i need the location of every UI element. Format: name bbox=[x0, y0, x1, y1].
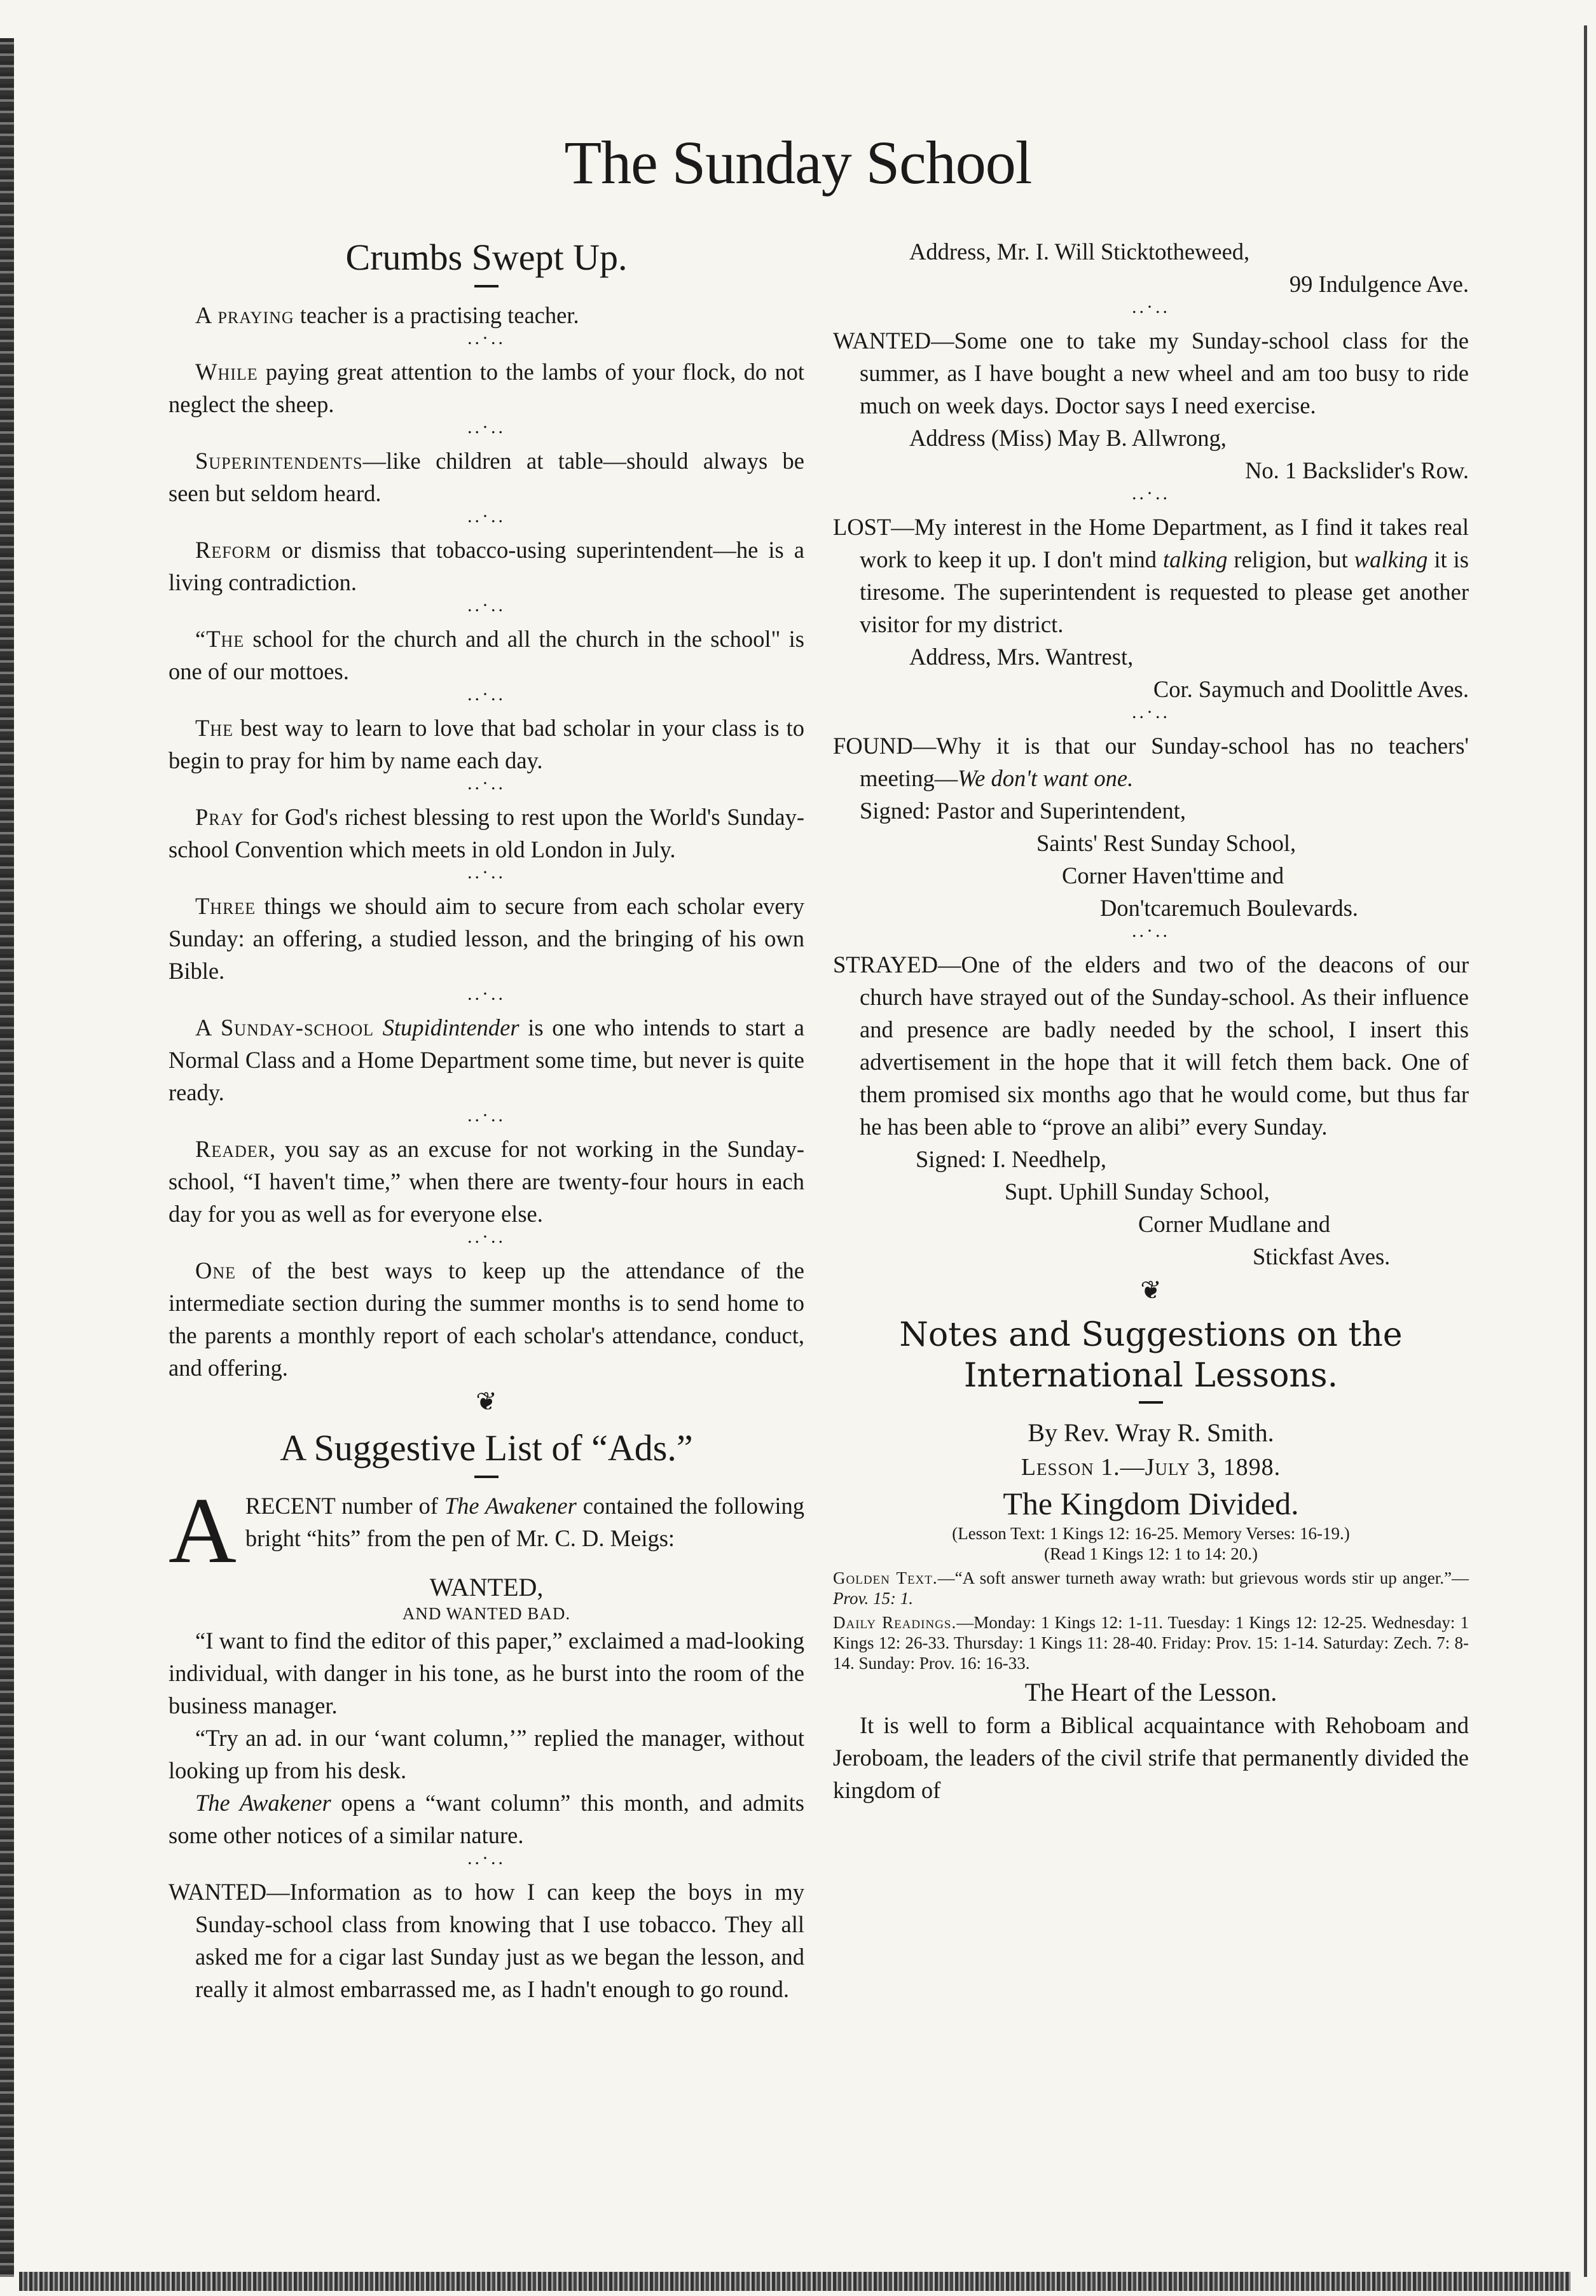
lesson-read: (Read 1 Kings 12: 1 to 14: 20.) bbox=[1044, 1544, 1258, 1563]
ads-intro: ARECENT number of The Awakener contained the following bright “hits” from the pen of Mr. C. D. Meigs: bbox=[169, 1490, 804, 1568]
ad-signature: Signed: I. Needhelp, bbox=[916, 1146, 1107, 1172]
ad-signature: Don'tcaremuch Boulevards. bbox=[1100, 895, 1358, 921]
ads-paragraph: The Awakener opens a “want column” this month, and admits some other notices of a similar nature. bbox=[169, 1790, 805, 1848]
dot-separator: ..·.. bbox=[1132, 702, 1170, 723]
dot-separator: ..·.. bbox=[467, 417, 506, 438]
dot-separator: ..·.. bbox=[467, 773, 506, 794]
wanted-heading: WANTED, bbox=[429, 1573, 544, 1601]
ornament-icon: ❦ bbox=[476, 1387, 497, 1416]
crumb-item: A praying teacher is a practising teacher. bbox=[195, 302, 579, 328]
ad-wanted-tobacco: WANTED—Information as to how I can keep the boys in my Sunday-school class from knowing that I use tobacco. They all asked me for a cigar last Sunday just as we began the lesson, and really it almost embarrassed me, as I hadn't enough to go round. bbox=[169, 1879, 804, 2002]
dot-separator: ..·.. bbox=[467, 506, 506, 527]
right-column bbox=[833, 235, 1469, 1806]
ad-signature: Supt. Uphill Sunday School, bbox=[1005, 1179, 1270, 1205]
ad-signature: Saints' Rest Sunday School, bbox=[1036, 830, 1297, 856]
dot-separator: ..·.. bbox=[467, 1226, 506, 1247]
ad-address: Address, Mr. I. Will Sticktotheweed, bbox=[909, 239, 1250, 265]
crumb-item: “The school for the church and all the church in the school" is one of our mottoes. bbox=[169, 626, 804, 684]
ad-signature: Corner Mudlane and bbox=[1138, 1211, 1331, 1237]
drop-cap: A bbox=[169, 1490, 237, 1568]
notes-title-line1: Notes and Suggestions on the bbox=[899, 1316, 1403, 1354]
crumb-item: One of the best ways to keep up the attendance of the intermediate section during the summer months is to send home to the parents a monthly report of each scholar's attendance, conduct, and offering. bbox=[169, 1257, 804, 1381]
dot-separator: ..·.. bbox=[467, 595, 506, 616]
lesson-text: (Lesson Text: 1 Kings 12: 16-25. Memory Verses: 16-19.) bbox=[952, 1524, 1350, 1543]
crumb-item: Reform or dismiss that tobacco-using superintendent—he is a living contradiction. bbox=[169, 537, 804, 595]
ad-address: Address (Miss) May B. Allwrong, bbox=[909, 425, 1227, 451]
ads-paragraph: “Try an ad. in our ‘want column,’” replied the manager, without looking up from his desk. bbox=[169, 1725, 804, 1783]
crumb-item: While paying great attention to the lambs of your flock, do not neglect the sheep. bbox=[169, 359, 804, 417]
ad-address: Address, Mrs. Wantrest, bbox=[909, 644, 1134, 670]
wanted-bad-heading: AND WANTED BAD. bbox=[402, 1604, 571, 1623]
dot-separator: ..·.. bbox=[1132, 920, 1170, 941]
dot-separator: ..·.. bbox=[1132, 296, 1170, 317]
lesson-title: The Kingdom Divided. bbox=[1003, 1486, 1299, 1521]
ad-signature: Corner Haven'ttime and bbox=[1062, 862, 1284, 889]
ornament-icon: ❦ bbox=[1140, 1276, 1162, 1304]
crumbs-title: Crumbs Swept Up. bbox=[345, 237, 628, 278]
dot-separator: ..·.. bbox=[467, 1848, 506, 1869]
dot-separator: ..·.. bbox=[467, 328, 506, 349]
dot-separator: ..·.. bbox=[1132, 483, 1170, 504]
ad-address: Cor. Saymuch and Doolittle Aves. bbox=[1153, 676, 1469, 702]
title-rule bbox=[1139, 1401, 1163, 1404]
ad-lost: LOST—My interest in the Home Department, as I find it takes real work to keep it up. I don't mind talking religion, but walking it is tiresome. The superintendent is requested to please get another visitor for my district. bbox=[833, 514, 1469, 637]
ads-title: A Suggestive List of “Ads.” bbox=[280, 1427, 693, 1469]
heart-text: It is well to form a Biblical acquaintance with Rehoboam and Jeroboam, the leaders of the civil strife that permanently divided the kingdom of bbox=[833, 1712, 1469, 1803]
page-title: The Sunday School bbox=[564, 128, 1032, 197]
crumb-item: Three things we should aim to secure from each scholar every Sunday: an offering, a studied lesson, and the bringing of his own Bible. bbox=[169, 893, 804, 984]
crumb-item: The best way to learn to love that bad scholar in your class is to begin to pray for him by name each day. bbox=[169, 715, 804, 773]
dot-separator: ..·.. bbox=[467, 983, 506, 1004]
page-right-edge bbox=[1584, 25, 1587, 2277]
lesson-number: Lesson 1.—July 3, 1898. bbox=[1021, 1454, 1281, 1481]
ad-strayed: STRAYED—One of the elders and two of the deacons of our church have strayed out of the Sunday-school. As their influence and presence are badly needed by the school, I insert this advertisement in the hope that it will fetch them back. One of them promised six months ago that he would come, but thus far he has been able to “prove an alibi” every Sunday. bbox=[833, 951, 1469, 1140]
crumb-item: Superintendents—like children at table—should always be seen but seldom heard. bbox=[169, 448, 804, 506]
crumb-item: A Sunday-school Stupidintender is one who intends to start a Normal Class and a Home Department some time, but never is quite ready. bbox=[169, 1014, 805, 1105]
daily-readings: Daily Readings.—Monday: 1 Kings 12: 1-11. Tuesday: 1 Kings 12: 12-25. Wednesday: 1 Kings 12: 26-33. Thursday: 1 Kings 11: 28-40. Friday: Prov. 15: 1-14. Saturday: Zech. 7: 8-14. Sunday: Prov. 16: 16-33. bbox=[833, 1613, 1469, 1673]
title-rule bbox=[474, 1476, 499, 1478]
crumb-item: Pray for God's richest blessing to rest upon the World's Sunday-school Convention which meets in old London in July. bbox=[169, 804, 804, 862]
crumb-item: Reader, you say as an excuse for not working in the Sunday-school, “I haven't time,” when there are twenty-four hours in each day for you as well as for everyone else. bbox=[169, 1136, 804, 1227]
left-column bbox=[169, 235, 804, 2005]
ad-found: FOUND—Why it is that our Sunday-school has no teachers' meeting—We don't want one. bbox=[833, 733, 1469, 791]
dot-separator: ..·.. bbox=[467, 1105, 506, 1126]
title-rule bbox=[474, 285, 499, 287]
ad-signature: Signed: Pastor and Superintendent, bbox=[860, 798, 1186, 824]
dot-separator: ..·.. bbox=[467, 862, 506, 883]
golden-text: Golden Text.—“A soft answer turneth away wrath: but grievous words stir up anger.”—Prov. 15: 1. bbox=[833, 1568, 1469, 1608]
ad-signature: Stickfast Aves. bbox=[1253, 1243, 1391, 1269]
page-left-edge bbox=[0, 38, 14, 2277]
ad-address: 99 Indulgence Ave. bbox=[1289, 271, 1469, 297]
ad-address: No. 1 Backslider's Row. bbox=[1245, 457, 1469, 483]
notes-title-line2: International Lessons. bbox=[963, 1357, 1338, 1395]
dot-separator: ..·.. bbox=[467, 684, 506, 705]
ads-paragraph: “I want to find the editor of this paper,” exclaimed a mad-looking individual, with danger in his tone, as he burst into the room of the business manager. bbox=[169, 1628, 804, 1719]
page-bottom-edge bbox=[19, 2272, 1571, 2291]
ad-wanted-teacher: WANTED—Some one to take my Sunday-school class for the summer, as I have bought a new wheel and am too busy to ride much on week days. Doctor says I need exercise. bbox=[833, 328, 1469, 418]
heart-title: The Heart of the Lesson. bbox=[1024, 1678, 1277, 1706]
byline: By Rev. Wray R. Smith. bbox=[1028, 1418, 1274, 1447]
